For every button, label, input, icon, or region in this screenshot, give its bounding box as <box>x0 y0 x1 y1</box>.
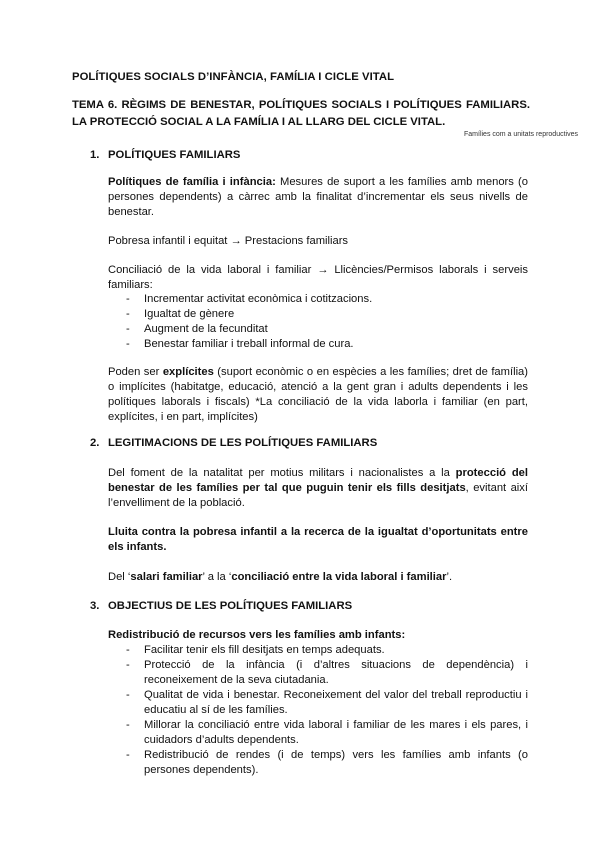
list-item <box>126 307 528 322</box>
section-number: 2. <box>90 437 100 449</box>
dash-marker: - <box>126 719 130 731</box>
dash-marker: - <box>126 308 130 320</box>
definition-text: Mesures de suport a les famílies amb menors (o persones dependents) a càrrec amb la finalitat d’incrementar els seus nivells de benestar. <box>108 176 528 218</box>
text-run: ’ a la ‘ <box>202 571 232 583</box>
document-title: POLÍTIQUES SOCIALS D’INFÀNCIA, FAMÍLIA I CICLE VITAL <box>72 71 395 83</box>
section-title: OBJECTIUS DE LES POLÍTIQUES FAMILIARS <box>108 600 353 612</box>
list-item <box>126 748 528 778</box>
objectius-subheading: Redistribució de recursos vers les famílies amb infants: <box>108 629 406 641</box>
section-1-heading <box>90 149 240 161</box>
topic-heading: TEMA 6. RÈGIMS DE BENESTAR, POLÍTIQUES SOCIALS I POLÍTIQUES FAMILIARS. LA PROTECCIÓ SOCIAL A LA FAMÍLIA I AL LLARG DEL CICLE VITAL. <box>72 99 530 128</box>
side-note: Famílies com a unitats reproductives <box>464 131 578 138</box>
list-item <box>126 322 528 337</box>
bold-run: conciliació entre la vida laboral i familiar <box>231 571 447 583</box>
section-title: LEGITIMACIONS DE LES POLÍTIQUES FAMILIARS <box>108 437 378 449</box>
definition-paragraph <box>108 175 528 220</box>
objectius-list <box>126 643 528 778</box>
list-item <box>126 643 528 658</box>
poden-paragraph <box>108 365 528 425</box>
text-run: Del foment de la natalitat per motius militars i nacionalistes a la <box>108 467 456 479</box>
dash-marker: - <box>126 293 130 305</box>
text-run: , evitant així l’envelliment de la població. <box>108 482 528 509</box>
section-number: 1. <box>90 149 100 161</box>
legitimacions-paragraph-1 <box>108 466 528 511</box>
legitimacions-paragraph-3 <box>108 570 528 585</box>
dash-marker: - <box>126 689 130 701</box>
list-item-text: Millorar la conciliació entre vida laboral i familiar de les mares i els pares, i cuidadors d’adults dependents. <box>144 719 528 746</box>
dash-marker: - <box>126 323 130 335</box>
list-item-text: Protecció de la infància (i d’altres situacions de dependència) i reconeixement de la seva ciutadania. <box>144 659 528 686</box>
dash-marker: - <box>126 659 130 671</box>
list-item-text: Benestar familiar i treball informal de cura. <box>144 338 354 350</box>
dash-marker: - <box>126 644 130 656</box>
text-run: (suport econòmic o en espècies a les famílies; dret de família) o implícites (habitatge, educació, atenció a la gent gran i adults dependents i les polítiques laborals i fiscals) *La conciliació de la vida laborla i familiar (en part, explícites, i en part, implícites) <box>108 366 528 423</box>
list-item-text: Qualitat de vida i benestar. Reconeixement del valor del treball reproductiu i educatiu al sí de les famílies. <box>144 689 528 716</box>
list-item <box>126 658 528 688</box>
legitimacions-paragraph-2: Lluita contra la pobresa infantil a la recerca de la igualtat d’oportunitats entre els infants. <box>108 526 528 553</box>
section-title: POLÍTIQUES FAMILIARS <box>108 149 241 161</box>
dash-marker: - <box>126 338 130 350</box>
list-item-text: Facilitar tenir els fill desitjats en temps adequats. <box>144 644 385 656</box>
bold-run: protecció del benestar de les famílies per tal que puguin tenir els fills desitjats <box>108 467 528 494</box>
list-item <box>126 292 528 307</box>
section-number: 3. <box>90 600 100 612</box>
bold-run: explícites <box>162 366 214 378</box>
list-item-text: Redistribució de rendes (i de temps) vers les famílies amb infants (o persones dependents). <box>144 749 528 776</box>
section-2-heading <box>90 437 377 449</box>
list-item <box>126 688 528 718</box>
list-item <box>126 337 528 352</box>
list-item-text: Igualtat de gènere <box>144 308 235 320</box>
list-item <box>126 718 528 748</box>
text-run: Del ‘ <box>108 571 131 583</box>
pobresa-paragraph: Pobresa infantil i equitat → Prestacions familiars <box>108 235 349 247</box>
list-item-text: Incrementar activitat econòmica i cotitzacions. <box>144 293 373 305</box>
bold-run: salari familiar <box>130 571 203 583</box>
list-item-text: Augment de la fecunditat <box>144 323 268 335</box>
definition-term: Polítiques de família i infància: <box>108 176 276 188</box>
text-run: Poden ser <box>108 366 163 378</box>
conciliacio-paragraph: Conciliació de la vida laboral i familiar → Llicències/Permisos laborals i serveis familiars: <box>108 264 528 291</box>
text-run: ’. <box>446 571 453 583</box>
dash-marker: - <box>126 749 130 761</box>
conciliacio-list <box>126 292 528 352</box>
section-3-heading <box>90 600 352 612</box>
